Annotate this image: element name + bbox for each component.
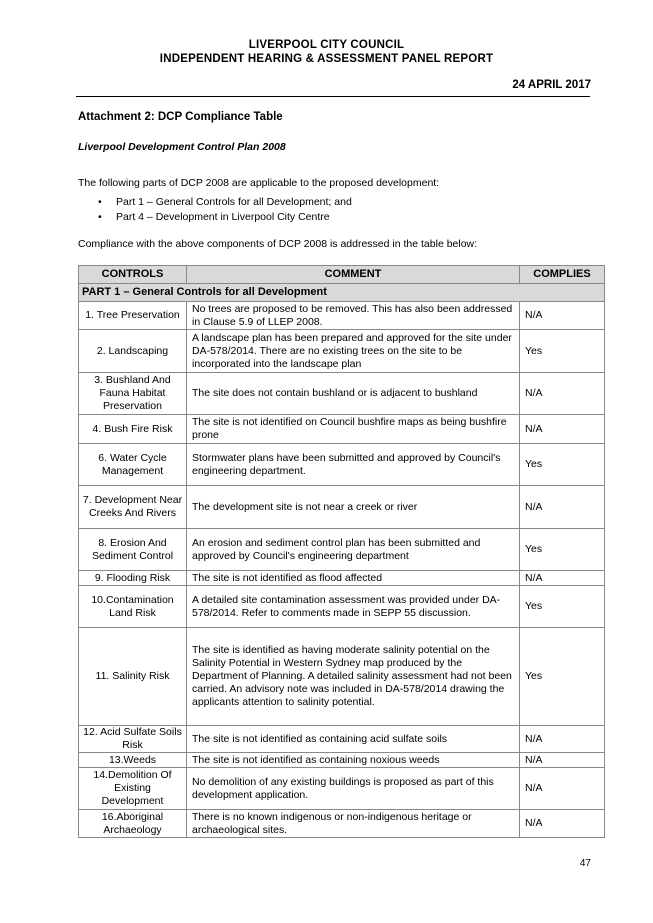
control-cell: 14.Demolition Of Existing Development xyxy=(79,768,187,810)
complies-cell: Yes xyxy=(520,586,605,628)
comment-cell: Stormwater plans have been submitted and approved by Council's engineering department. xyxy=(187,444,520,486)
header-comment: COMMENT xyxy=(187,266,520,284)
header-divider xyxy=(76,96,590,97)
attachment-title: Attachment 2: DCP Compliance Table xyxy=(78,111,283,123)
complies-cell: N/A xyxy=(520,302,605,330)
control-cell: 13.Weeds xyxy=(79,753,187,768)
comment-cell: The site does not contain bushland or is adjacent to bushland xyxy=(187,373,520,415)
report-name: INDEPENDENT HEARING & ASSESSMENT PANEL REPORT xyxy=(159,53,494,65)
comment-cell: The site is not identified as containing noxious weeds xyxy=(187,753,520,768)
dcp-subtitle: Liverpool Development Control Plan 2008 xyxy=(78,141,286,153)
complies-cell: Yes xyxy=(520,628,605,726)
table-row xyxy=(79,810,605,838)
section-title: PART 1 – General Controls for all Development xyxy=(79,284,605,302)
council-name: LIVERPOOL CITY COUNCIL xyxy=(248,39,405,51)
control-cell: 8. Erosion And Sediment Control xyxy=(79,529,187,571)
table-row xyxy=(79,571,605,586)
complies-cell: N/A xyxy=(520,810,605,838)
comment-cell: The site is identified as having moderate salinity potential on the Salinity Potential in Western Sydney map produced by the Department of Planning. A detailed salinity assessment had not been carried. An advisory note was included in DA-578/2014 drawing the applicants attention to salinity potential. xyxy=(187,628,520,726)
control-cell: 6. Water Cycle Management xyxy=(79,444,187,486)
table-row xyxy=(79,586,605,628)
comment-cell: The site is not identified on Council bushfire maps as being bushfire prone xyxy=(187,415,520,444)
page-number: 47 xyxy=(579,858,591,869)
table-row xyxy=(79,373,605,415)
control-cell: 3. Bushland And Fauna Habitat Preservation xyxy=(79,373,187,415)
control-cell: 12. Acid Sulfate Soils Risk xyxy=(79,726,187,753)
report-date: 24 APRIL 2017 xyxy=(512,79,591,91)
comment-cell: The site is not identified as flood affected xyxy=(187,571,520,586)
comment-cell: No trees are proposed to be removed. This has also been addressed in Clause 5.9 of LLEP 2008. xyxy=(187,302,520,330)
compliance-text: Compliance with the above components of DCP 2008 is addressed in the table below: xyxy=(78,238,478,250)
control-cell: 4. Bush Fire Risk xyxy=(79,415,187,444)
table-row xyxy=(79,726,605,753)
complies-cell: N/A xyxy=(520,726,605,753)
comment-cell: The site is not identified as containing acid sulfate soils xyxy=(187,726,520,753)
header-complies: COMPLIES xyxy=(520,266,605,284)
comment-cell: The development site is not near a creek or river xyxy=(187,486,520,529)
table-row xyxy=(79,330,605,373)
report-header xyxy=(0,38,653,66)
compliance-table xyxy=(78,265,605,838)
table-header-row xyxy=(79,266,605,284)
table-row xyxy=(79,444,605,486)
section-row xyxy=(79,284,605,302)
complies-cell: Yes xyxy=(520,444,605,486)
complies-cell: N/A xyxy=(520,373,605,415)
applicable-parts-list xyxy=(98,195,352,225)
list-item: • Part 1 – General Controls for all Development; and xyxy=(98,195,352,210)
comment-cell: No demolition of any existing buildings is proposed as part of this development application. xyxy=(187,768,520,810)
table-row xyxy=(79,529,605,571)
control-cell: 1. Tree Preservation xyxy=(79,302,187,330)
complies-cell: N/A xyxy=(520,571,605,586)
control-cell: 7. Development Near Creeks And Rivers xyxy=(79,486,187,529)
comment-cell: An erosion and sediment control plan has been submitted and approved by Council's engineering department xyxy=(187,529,520,571)
header-controls: CONTROLS xyxy=(79,266,187,284)
list-item: • Part 4 – Development in Liverpool City Centre xyxy=(98,210,352,225)
table-row xyxy=(79,768,605,810)
complies-cell: N/A xyxy=(520,486,605,529)
comment-cell: A detailed site contamination assessment was provided under DA-578/2014. Refer to comments made in SEPP 55 discussion. xyxy=(187,586,520,628)
comment-cell: A landscape plan has been prepared and approved for the site under DA-578/2014. There are no existing trees on the site to be incorporated into the landscape plan xyxy=(187,330,520,373)
complies-cell: N/A xyxy=(520,768,605,810)
control-cell: 16.Aboriginal Archaeology xyxy=(79,810,187,838)
comment-cell: There is no known indigenous or non-indigenous heritage or archaeological sites. xyxy=(187,810,520,838)
complies-cell: Yes xyxy=(520,330,605,373)
control-cell: 9. Flooding Risk xyxy=(79,571,187,586)
table-row xyxy=(79,486,605,529)
table-row xyxy=(79,753,605,768)
table-row xyxy=(79,415,605,444)
table-row xyxy=(79,302,605,330)
table-row xyxy=(79,628,605,726)
complies-cell: Yes xyxy=(520,529,605,571)
complies-cell: N/A xyxy=(520,753,605,768)
control-cell: 2. Landscaping xyxy=(79,330,187,373)
intro-text: The following parts of DCP 2008 are applicable to the proposed development: xyxy=(78,177,440,189)
complies-cell: N/A xyxy=(520,415,605,444)
control-cell: 10.Contamination Land Risk xyxy=(79,586,187,628)
control-cell: 11. Salinity Risk xyxy=(79,628,187,726)
